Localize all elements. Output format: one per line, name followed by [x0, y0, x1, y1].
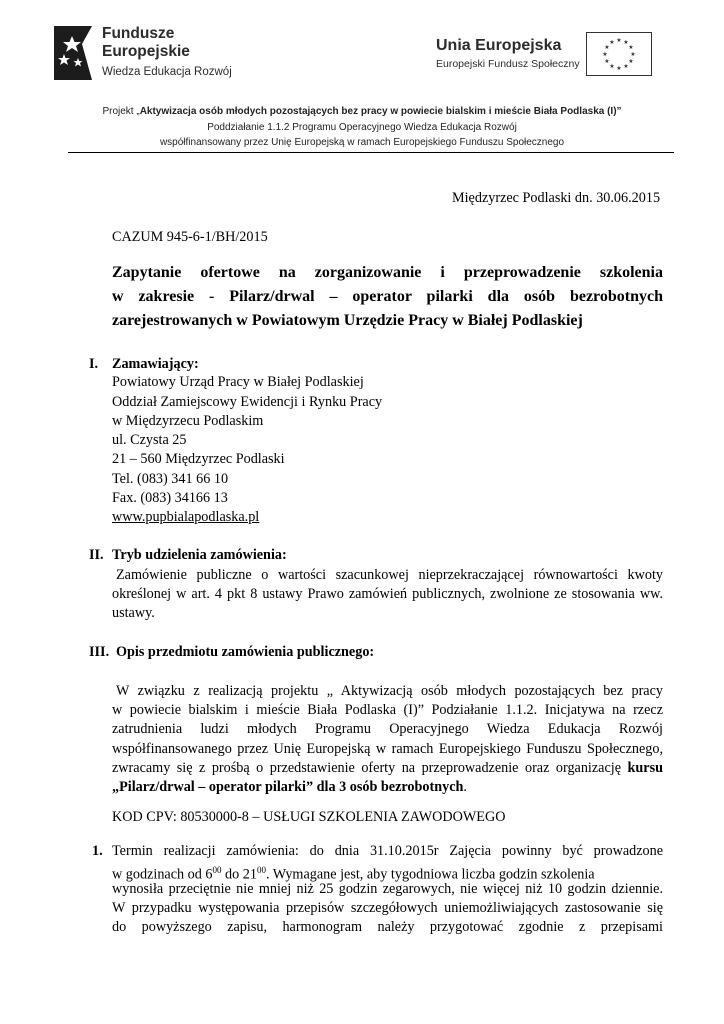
project-prefix: Projekt „: [102, 106, 140, 117]
header-divider: [68, 152, 674, 153]
hours-text: do 21: [221, 866, 257, 883]
section-3-text: W związku z realizacją projektu „ Aktywizacją osób młodych pozostających bez pracy: [116, 683, 663, 699]
svg-text:★: ★: [630, 51, 636, 58]
project-name: Aktywizacja osób młodych pozostających bez pracy w powiecie bialskim i mieście Biała Podlaska (I)”: [139, 106, 622, 117]
svg-text:★: ★: [604, 44, 610, 51]
svg-text:★: ★: [628, 44, 634, 51]
section-2-text: określonej w art. 4 pkt 8 ustawy Prawo zamówień publicznych, zwolnione ze stosowania ww.: [112, 586, 663, 602]
project-line-2: Poddziałanie 1.1.2 Programu Operacyjnego Wiedza Edukacja Rozwój: [207, 122, 517, 133]
address-line: Oddział Zamiejscowy Ewidencji i Rynku Pracy: [112, 394, 383, 410]
hours-text: . Wymagane jest, aby tygodniowa liczba godzin szkolenia: [265, 866, 595, 883]
project-line-3: współfinansowany przez Unię Europejską w ramach Europejskiego Funduszu Społecznego: [159, 137, 565, 148]
unia-europejska-logo: [436, 32, 666, 76]
section-3-text-plain: zwracamy się z prośbą o przedstawienie oferty na przeprowadzenie oraz organizację: [112, 760, 628, 776]
course-name: [112, 778, 467, 798]
svg-text:★: ★: [623, 39, 629, 46]
project-line-1: [40, 104, 684, 119]
svg-text:★: ★: [628, 58, 634, 65]
section-3-text: [112, 759, 663, 779]
svg-text:★: ★: [604, 58, 610, 65]
section-3-text: współfinansowanego przez Unię Europejską w ramach Europejskiego Funduszu Społecznego,: [112, 741, 663, 757]
hour-from-sup: 00: [212, 865, 222, 875]
section-3-text: w powiecie bialskim i mieście Biała Podlaska (I)” Podziałanie 1.1.2. Inicjatywa na rzecz: [112, 702, 663, 718]
cpv-code: KOD CPV: 80530000-8 – USŁUGI SZKOLENIA ZAWODOWEGO: [112, 809, 506, 825]
title-line-3: zarejestrowanych w Powiatowym Urzędzie Pracy w Białej Podlaskiej: [112, 312, 583, 329]
point-1-text: do powyższego zapisu, harmonogram należy przygotować zgodnie z przepisami: [112, 919, 663, 935]
point-1-text: wynosiła przeciętnie nie mniej niż 25 godzin zegarowych, nie więcej niż 10 godzin dziennie.: [112, 881, 663, 897]
svg-text:★: ★: [616, 65, 622, 72]
fe-stars-icon: [52, 24, 96, 82]
svg-text:★: ★: [609, 63, 615, 70]
course-name-bold: „Pilarz/drwal – operator pilarki” dla 3 osób bezrobotnych: [112, 779, 464, 795]
point-1-text: W przypadku występowania przepisów szczegółowych uniemożliwiających zastosowanie się: [112, 900, 663, 916]
hours-text: w godzinach od 6: [112, 866, 213, 883]
point-1-number: 1.: [92, 843, 103, 859]
section-3-text: zatrudnienia ludzi młodych Programu Operacyjnego Wiedza Edukacja Rozwój: [112, 721, 663, 737]
section-2-heading: Tryb udzielenia zamówienia:: [112, 547, 287, 563]
fax-line: Fax. (083) 34166 13: [112, 490, 228, 506]
svg-text:★: ★: [609, 39, 615, 46]
course-name-end: .: [463, 779, 467, 795]
fe-logo-line2: Europejskie: [102, 43, 190, 60]
section-2-text: Zamówienie publiczne o wartości szacunkowej nieprzekraczającej równowartości kwoty: [116, 567, 663, 583]
title-line-1: Zapytanie ofertowe na zorganizowanie i przeprowadzenie szkolenia: [112, 264, 663, 281]
eu-logo-subtitle: Europejski Fundusz Społeczny: [436, 58, 580, 70]
place-date: Międzyrzec Podlaski dn. 30.06.2015: [452, 190, 661, 206]
fundusze-europejskie-logo: [52, 22, 252, 84]
address-line: Powiatowy Urząd Pracy w Białej Podlaskiej: [112, 374, 364, 390]
section-2-number: II.: [89, 547, 104, 563]
hour-to-sup: 00: [256, 865, 266, 875]
eu-flag-icon: [586, 32, 652, 76]
address-line: 21 – 560 Międzyrzec Podlaski: [112, 451, 285, 467]
fe-logo-line3: Wiedza Edukacja Rozwój: [102, 66, 232, 78]
reference-number: CAZUM 945-6-1/BH/2015: [112, 229, 268, 245]
eu-logo-title: Unia Europejska: [436, 37, 562, 54]
fe-logo-line1: Fundusze: [102, 25, 175, 42]
section-2-text: ustawy.: [112, 605, 155, 621]
section-1-number: I.: [89, 356, 99, 372]
section-3-number: III.: [89, 644, 110, 660]
svg-text:★: ★: [616, 37, 622, 44]
phone-line: Tel. (083) 341 66 10: [112, 471, 229, 487]
title-line-2: w zakresie - Pilarz/drwal – operator pilarki dla osób bezrobotnych: [112, 288, 663, 305]
address-line: w Międzyrzecu Podlaskim: [112, 413, 264, 429]
address-line: ul. Czysta 25: [112, 432, 187, 448]
svg-text:★: ★: [602, 51, 608, 58]
website-link[interactable]: www.pupbialapodlaska.pl: [112, 509, 260, 525]
section-1-heading: Zamawiający:: [112, 356, 199, 372]
section-3-text-bold: kursu: [627, 760, 663, 776]
point-1-text: Termin realizacji zamówienia: do dnia 31.10.2015r Zajęcia powinny być prowadzone: [112, 843, 663, 859]
svg-text:★: ★: [623, 63, 629, 70]
section-3-heading: Opis przedmiotu zamówienia publicznego:: [116, 644, 375, 660]
